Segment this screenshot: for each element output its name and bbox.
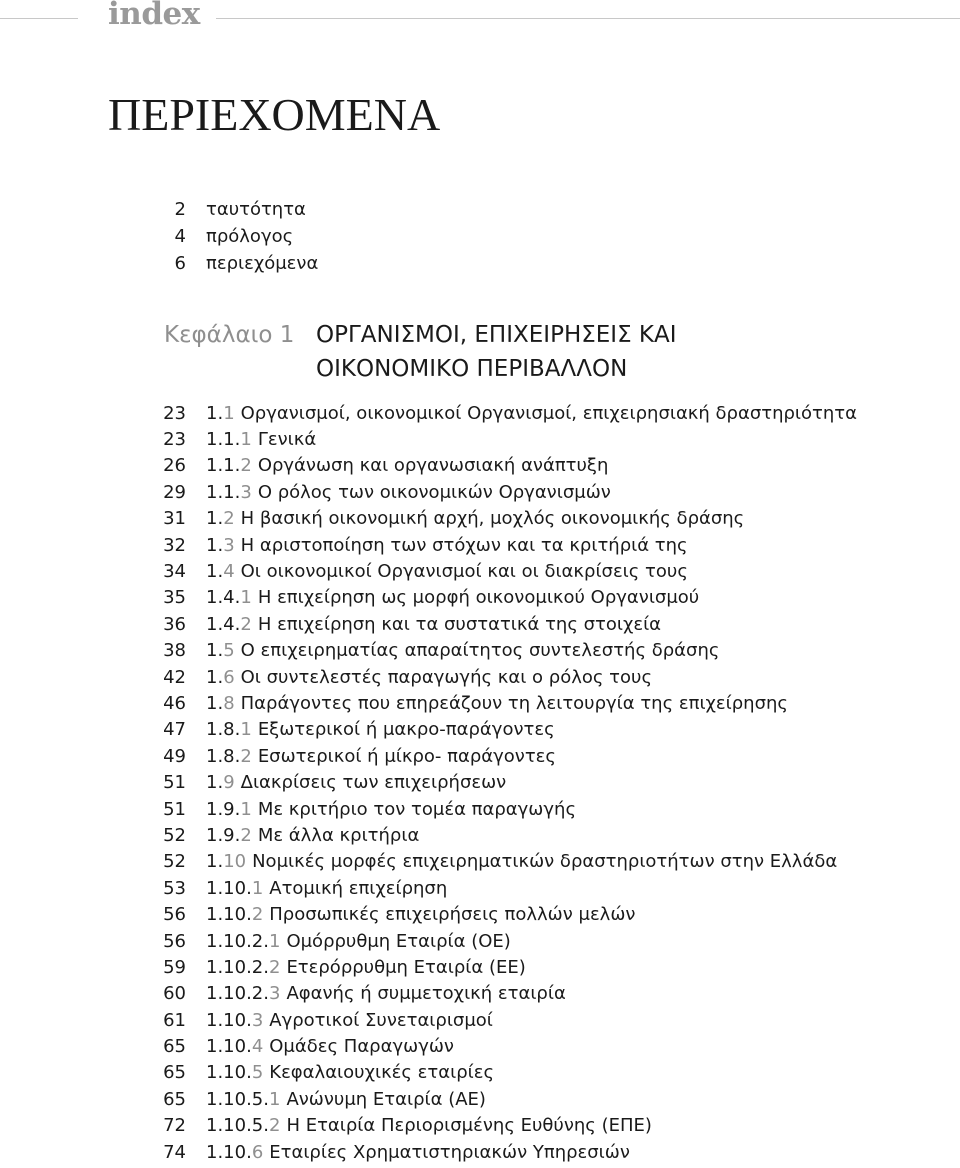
section-number-suffix: 2	[240, 455, 252, 477]
section-number	[206, 851, 246, 872]
entry-title: Ομόρρυθμη Εταιρία (ΟΕ)	[286, 930, 511, 952]
entry-title: Ο επιχειρηματίας απαραίτητος συντελεστής δράσης	[240, 640, 720, 662]
entry-title: Αφανής ή συμμετοχική εταιρία	[286, 983, 566, 1005]
entry-title: πρόλογος	[206, 226, 294, 247]
front-matter-item[interactable]	[160, 223, 318, 250]
section-number-prefix: 1.8.	[206, 719, 241, 741]
section-number	[206, 825, 252, 846]
section-number	[206, 1062, 263, 1083]
section-number-suffix: 1	[240, 798, 252, 820]
toc-entry[interactable]	[160, 1060, 857, 1086]
toc-entries	[160, 400, 857, 1165]
entry-title: Οργανισμοί, οικονομικοί Οργανισμοί, επιχειρησιακή δραστηριότητα	[240, 402, 857, 424]
toc-entry[interactable]	[160, 849, 857, 875]
entry-title: Οι οικονομικοί Οργανισμοί και οι διακρίσεις τους	[240, 561, 688, 583]
page-number: 65	[163, 1062, 186, 1084]
toc-entry[interactable]	[160, 1139, 857, 1165]
page-number: 51	[163, 798, 186, 820]
entry-title: Εταιρίες Χρηματιστηριακών Υπηρεσιών	[269, 1141, 630, 1163]
section-number-prefix: 1.4.	[206, 613, 241, 635]
page-number: 61	[163, 1009, 186, 1031]
section-number-prefix: 1.10.	[206, 1009, 252, 1031]
section-number-prefix: 1.10.	[206, 1062, 252, 1084]
front-matter-item[interactable]	[160, 196, 318, 223]
section-number-suffix: 1	[251, 877, 264, 899]
section-number-prefix: 1.10.5.	[206, 1088, 269, 1110]
section-number	[206, 508, 235, 529]
entry-title: Γενικά	[257, 429, 317, 451]
page-number: 23	[163, 429, 186, 451]
entry-title: Ετερόρρυθμη Εταιρία (ΕΕ)	[286, 956, 526, 978]
toc-entry[interactable]	[160, 1113, 857, 1139]
section-number-suffix: 3	[240, 481, 252, 503]
section-number	[206, 746, 252, 767]
section-number-prefix: 1.9.	[206, 798, 241, 820]
section-number	[206, 904, 263, 925]
toc-entry[interactable]	[160, 453, 857, 479]
toc-entry[interactable]	[160, 506, 857, 532]
chapter-label: Κεφάλαιο 1	[164, 322, 295, 348]
entry-title: Οι συντελεστές παραγωγής και ο ρόλος τους	[240, 666, 653, 688]
entry-title: Ατομική επιχείρηση	[269, 877, 448, 899]
page-number: 26	[163, 455, 186, 477]
section-number-suffix: 1	[240, 719, 252, 741]
page-number: 35	[163, 587, 186, 609]
section-number	[206, 1089, 280, 1110]
section-number-suffix: 1	[240, 429, 252, 451]
section-number-suffix: 3	[251, 1009, 264, 1031]
toc-entry[interactable]	[160, 400, 857, 426]
entry-title: Εσωτερικοί ή μίκρο- παράγοντες	[257, 745, 556, 767]
section-number-prefix: 1.10.	[206, 1036, 252, 1058]
toc-entry[interactable]	[160, 638, 857, 664]
front-matter-item[interactable]	[160, 250, 318, 277]
toc-entry[interactable]	[160, 664, 857, 690]
section-number-prefix: 1.1.	[206, 481, 241, 503]
section-number-prefix: 1.8.	[206, 745, 241, 767]
page-number: 6	[174, 253, 186, 274]
entry-title: Ο ρόλος των οικονομικών Οργανισμών	[257, 481, 611, 503]
section-number-suffix: 1	[268, 1088, 281, 1110]
page-number: 49	[163, 745, 186, 767]
page-number: 65	[163, 1036, 186, 1058]
section-number	[206, 561, 235, 582]
toc-entry[interactable]	[160, 585, 857, 611]
section-number	[206, 1142, 263, 1163]
chapter-heading	[164, 318, 677, 386]
section-number-prefix: 1.10.5.	[206, 1115, 269, 1137]
entry-title: Οργάνωση και οργανωσιακή ανάπτυξη	[257, 455, 609, 477]
entry-title: Η Εταιρία Περιορισμένης Ευθύνης (ΕΠΕ)	[286, 1115, 652, 1137]
toc-entry[interactable]	[160, 1033, 857, 1059]
header-rule-right	[216, 18, 960, 19]
entry-title: Με κριτήριο τον τομέα παραγωγής	[257, 798, 577, 820]
page-number: 46	[163, 692, 186, 714]
page-number: 47	[163, 719, 186, 741]
section-number	[206, 640, 235, 661]
page-number: 72	[163, 1115, 186, 1137]
toc-entry[interactable]	[160, 1007, 857, 1033]
page-number: 29	[163, 481, 186, 503]
page-title: ΠΕΡΙΕΧΟΜΕΝΑ	[108, 89, 441, 140]
section-number-suffix: 5	[223, 640, 235, 662]
section-number-prefix: 1.1.	[206, 429, 241, 451]
section-number	[206, 667, 235, 688]
toc-entry[interactable]	[160, 796, 857, 822]
toc-entry[interactable]	[160, 717, 857, 743]
entry-title: Η επιχείρηση ως μορφή οικονομικού Οργανισμού	[257, 587, 700, 609]
section-number-prefix: 1.10.	[206, 877, 252, 899]
section-number	[206, 1115, 280, 1136]
page-number: 74	[163, 1141, 186, 1163]
page-number: 56	[163, 930, 186, 952]
section-number-prefix: 1.	[206, 402, 224, 424]
section-number-suffix: 10	[223, 851, 247, 873]
entry-title: Παράγοντες που επηρεάζουν τη λειτουργία της επιχείρησης	[240, 692, 788, 714]
section-number	[206, 1010, 263, 1031]
section-number-prefix: 1.10.2.	[206, 930, 269, 952]
section-number	[206, 983, 280, 1004]
toc-entry[interactable]	[160, 875, 857, 901]
section-number-prefix: 1.4.	[206, 587, 241, 609]
section-number	[206, 931, 280, 952]
page-number: 34	[163, 561, 186, 583]
toc-entry[interactable]	[160, 532, 857, 558]
section-number-suffix: 6	[223, 666, 235, 688]
section-number	[206, 719, 252, 740]
page-number: 36	[163, 613, 186, 635]
section-number-prefix: 1.10.	[206, 904, 252, 926]
chapter-title-line-1: ΟΡΓΑΝΙΣΜΟΙ, ΕΠΙΧΕΙΡΗΣΕΙΣ ΚΑΙ	[316, 322, 677, 348]
toc-entry[interactable]	[160, 743, 857, 769]
entry-title: Νομικές μορφές επιχειρηματικών δραστηριοτήτων στην Ελλάδα	[252, 851, 838, 873]
section-number	[206, 429, 252, 450]
entry-title: Προσωπικές επιχειρήσεις πολλών μελών	[269, 904, 636, 926]
toc-entry[interactable]	[160, 611, 857, 637]
section-number-prefix: 1.9.	[206, 824, 241, 846]
section-number-suffix: 2	[268, 1115, 281, 1137]
section-number-prefix: 1.	[206, 640, 224, 662]
page-number: 56	[163, 904, 186, 926]
section-number-prefix: 1.10.	[206, 1141, 252, 1163]
section-number-suffix: 2	[240, 745, 252, 767]
section-number-suffix: 3	[268, 983, 281, 1005]
page-number: 4	[174, 226, 186, 247]
section-number-suffix: 1	[223, 402, 235, 424]
page-number: 52	[163, 824, 186, 846]
page-number: 52	[163, 851, 186, 873]
page-number: 53	[163, 877, 186, 899]
section-number-prefix: 1.1.	[206, 455, 241, 477]
section-number	[206, 799, 252, 820]
entry-title: περιεχόμενα	[206, 253, 319, 274]
section-number-suffix: 2	[268, 956, 281, 978]
section-number-suffix: 2	[240, 613, 252, 635]
entry-title: ταυτότητα	[206, 199, 306, 220]
section-number-prefix: 1.10.2.	[206, 956, 269, 978]
section-number-suffix: 5	[251, 1062, 264, 1084]
entry-title: Η αριστοποίηση των στόχων και τα κριτήριά της	[240, 534, 688, 556]
section-number-prefix: 1.	[206, 692, 224, 714]
section-number-prefix: 1.10.2.	[206, 983, 269, 1005]
toc-entry[interactable]	[160, 426, 857, 452]
section-number-suffix: 9	[223, 772, 235, 794]
section-number	[206, 693, 235, 714]
chapter-title-line-2: ΟΙΚΟΝΟΜΙΚΟ ΠΕΡΙΒΑΛΛΟΝ	[316, 356, 628, 382]
section-number-suffix: 3	[223, 534, 235, 556]
toc-entry[interactable]	[160, 954, 857, 980]
header-index-label: index	[108, 0, 200, 32]
toc-entry[interactable]	[160, 1086, 857, 1112]
toc-entry[interactable]	[160, 822, 857, 848]
front-matter-list	[160, 196, 318, 277]
section-number-suffix: 4	[223, 561, 235, 583]
entry-title: Διακρίσεις των επιχειρήσεων	[240, 772, 507, 794]
section-number-prefix: 1.	[206, 851, 224, 873]
chapter-title	[316, 318, 677, 386]
page-number: 2	[174, 199, 186, 220]
section-number	[206, 535, 235, 556]
entry-title: Ομάδες Παραγωγών	[269, 1036, 454, 1058]
entry-title: Η επιχείρηση και τα συστατικά της στοιχεία	[257, 613, 662, 635]
page-number: 60	[163, 983, 186, 1005]
entry-title: Αγροτικοί Συνεταιρισμοί	[269, 1009, 493, 1031]
section-number-prefix: 1.	[206, 666, 224, 688]
toc-entry[interactable]	[160, 901, 857, 927]
section-number	[206, 403, 235, 424]
toc-entry[interactable]	[160, 769, 857, 795]
section-number	[206, 455, 252, 476]
section-number-suffix: 2	[223, 508, 235, 530]
page-number: 31	[163, 508, 186, 530]
section-number-prefix: 1.	[206, 772, 224, 794]
section-number-suffix: 6	[251, 1141, 264, 1163]
section-number	[206, 587, 252, 608]
section-number	[206, 772, 235, 793]
page-number: 51	[163, 772, 186, 794]
section-number	[206, 957, 280, 978]
toc-entry[interactable]	[160, 928, 857, 954]
section-number	[206, 614, 252, 635]
section-number-suffix: 2	[251, 904, 264, 926]
section-number	[206, 482, 252, 503]
section-number-suffix: 8	[223, 692, 235, 714]
entry-title: Ανώνυμη Εταιρία (ΑΕ)	[286, 1088, 486, 1110]
toc-entry[interactable]	[160, 981, 857, 1007]
page-number: 59	[163, 956, 186, 978]
section-number-suffix: 1	[240, 587, 252, 609]
section-number-suffix: 4	[251, 1036, 264, 1058]
section-number	[206, 878, 263, 899]
page-number: 65	[163, 1088, 186, 1110]
section-number-suffix: 1	[268, 930, 281, 952]
entry-title: Εξωτερικοί ή μακρο-παράγοντες	[257, 719, 555, 741]
header-rule-left	[0, 18, 78, 19]
toc-entry[interactable]	[160, 558, 857, 584]
toc-entry[interactable]	[160, 479, 857, 505]
section-number-prefix: 1.	[206, 534, 224, 556]
section-number-prefix: 1.	[206, 508, 224, 530]
page-number: 42	[163, 666, 186, 688]
page-number: 38	[163, 640, 186, 662]
toc-entry[interactable]	[160, 690, 857, 716]
section-number	[206, 1036, 263, 1057]
section-number-suffix: 2	[240, 824, 252, 846]
entry-title: Η βασική οικονομική αρχή, μοχλός οικονομικής δράσης	[240, 508, 745, 530]
page-number: 23	[163, 402, 186, 424]
page-number: 32	[163, 534, 186, 556]
entry-title: Με άλλα κριτήρια	[257, 824, 420, 846]
section-number-prefix: 1.	[206, 561, 224, 583]
entry-title: Κεφαλαιουχικές εταιρίες	[269, 1062, 495, 1084]
